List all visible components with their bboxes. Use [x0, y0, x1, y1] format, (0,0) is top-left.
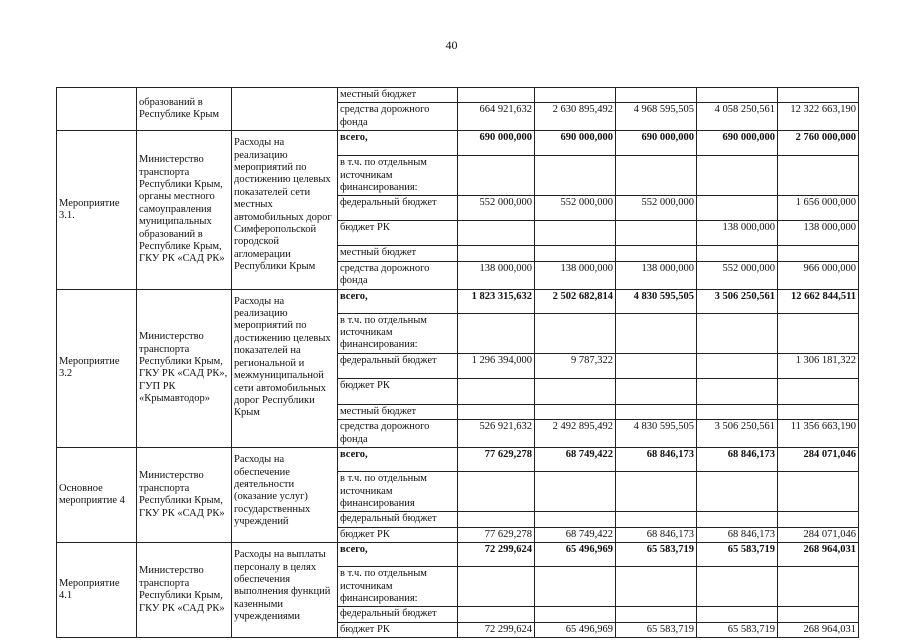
funding-source: в т.ч. по отдельным источникам финансирования — [338, 472, 458, 512]
amount-cell: 12 322 663,190 — [778, 103, 859, 131]
amount-cell: 68 846,173 — [697, 527, 778, 542]
measure-label — [57, 88, 137, 131]
amount-cell — [535, 88, 616, 103]
amount-cell: 2 760 000,000 — [778, 131, 859, 156]
amount-cell: 552 000,000 — [458, 196, 535, 221]
amount-cell — [697, 88, 778, 103]
amount-cell: 68 749,422 — [535, 527, 616, 542]
amount-cell — [616, 88, 697, 103]
amount-cell — [616, 472, 697, 512]
table-row — [57, 88, 859, 103]
amount-cell: 3 506 250,561 — [697, 420, 778, 448]
amount-cell — [458, 472, 535, 512]
amount-cell: 68 846,173 — [697, 448, 778, 472]
amount-cell: 552 000,000 — [535, 196, 616, 221]
amount-cell — [778, 378, 859, 404]
measure-label: Мероприятие 4.1 — [57, 543, 137, 638]
amount-cell — [458, 156, 535, 196]
amount-cell — [458, 607, 535, 622]
amount-cell: 9 787,322 — [535, 353, 616, 378]
funding-source: бюджет РК — [338, 221, 458, 246]
executors-cell: Министерство транспорта Республики Крым, органы местного самоуправления муниципальных образований в Республике Крым, ГКУ РК «САД РК» — [137, 131, 232, 289]
amount-cell — [697, 313, 778, 353]
amount-cell: 138 000,000 — [616, 261, 697, 289]
description-cell: Расходы на реализацию мероприятий по достижению целевых показателей на региональной и межмуниципальной сети автомобильных дорог Республики Крым — [232, 289, 338, 447]
description-cell: Расходы на обеспечение деятельности (оказание услуг) государственных учреждений — [232, 448, 338, 543]
amount-cell: 690 000,000 — [616, 131, 697, 156]
amount-cell — [697, 512, 778, 527]
amount-cell — [616, 246, 697, 261]
amount-cell — [778, 313, 859, 353]
amount-cell — [778, 472, 859, 512]
table-row — [57, 131, 859, 156]
amount-cell — [697, 472, 778, 512]
amount-cell: 552 000,000 — [697, 261, 778, 289]
amount-cell: 68 846,173 — [616, 527, 697, 542]
funding-source: всего, — [338, 448, 458, 472]
amount-cell: 4 058 250,561 — [697, 103, 778, 131]
amount-cell — [535, 156, 616, 196]
funding-source: местный бюджет — [338, 88, 458, 103]
funding-source: федеральный бюджет — [338, 353, 458, 378]
amount-cell: 72 299,624 — [458, 543, 535, 567]
amount-cell — [458, 313, 535, 353]
amount-cell: 65 496,969 — [535, 543, 616, 567]
amount-cell: 2 492 895,492 — [535, 420, 616, 448]
financing-table — [56, 87, 859, 638]
amount-cell — [458, 567, 535, 607]
amount-cell — [535, 404, 616, 419]
funding-source: средства дорожного фонда — [338, 261, 458, 289]
amount-cell: 65 583,719 — [697, 622, 778, 637]
amount-cell — [697, 353, 778, 378]
amount-cell: 72 299,624 — [458, 622, 535, 637]
amount-cell: 65 583,719 — [697, 543, 778, 567]
amount-cell — [535, 313, 616, 353]
measure-label: Мероприятие 3.1. — [57, 131, 137, 289]
amount-cell — [778, 567, 859, 607]
amount-cell — [458, 88, 535, 103]
amount-cell: 664 921,632 — [458, 103, 535, 131]
table-row — [57, 543, 859, 567]
amount-cell — [697, 404, 778, 419]
executors-cell: Министерство транспорта Республики Крым, ГКУ РК «САД РК» — [137, 448, 232, 543]
amount-cell: 68 846,173 — [616, 448, 697, 472]
amount-cell — [535, 567, 616, 607]
amount-cell: 4 830 595,505 — [616, 420, 697, 448]
amount-cell — [697, 567, 778, 607]
amount-cell — [778, 246, 859, 261]
amount-cell: 552 000,000 — [616, 196, 697, 221]
funding-source: бюджет РК — [338, 378, 458, 404]
amount-cell — [697, 196, 778, 221]
amount-cell — [778, 88, 859, 103]
amount-cell — [778, 404, 859, 419]
funding-source: средства дорожного фонда — [338, 420, 458, 448]
amount-cell — [616, 404, 697, 419]
amount-cell: 65 583,719 — [616, 543, 697, 567]
amount-cell — [616, 512, 697, 527]
funding-source: всего, — [338, 131, 458, 156]
amount-cell — [616, 607, 697, 622]
amount-cell: 284 071,046 — [778, 448, 859, 472]
amount-cell — [535, 607, 616, 622]
amount-cell — [616, 221, 697, 246]
amount-cell — [535, 472, 616, 512]
amount-cell: 1 306 181,322 — [778, 353, 859, 378]
amount-cell: 1 656 000,000 — [778, 196, 859, 221]
amount-cell — [778, 156, 859, 196]
amount-cell — [458, 404, 535, 419]
funding-source: в т.ч. по отдельным источникам финансирования: — [338, 567, 458, 607]
amount-cell: 65 583,719 — [616, 622, 697, 637]
funding-source: бюджет РК — [338, 622, 458, 637]
executors-cell: образований в Республике Крым — [137, 88, 232, 131]
description-cell: Расходы на реализацию мероприятий по достижению целевых показателей сети местных автомобильных дорог Симферопольской городской агломерации Республики Крым — [232, 131, 338, 289]
amount-cell: 268 964,031 — [778, 622, 859, 637]
description-cell — [232, 88, 338, 131]
amount-cell — [616, 567, 697, 607]
funding-source: всего, — [338, 543, 458, 567]
amount-cell — [616, 313, 697, 353]
description-cell: Расходы на выплаты персоналу в целях обеспечения выполнения функций казенными учреждениями — [232, 543, 338, 638]
measure-label: Основное мероприятие 4 — [57, 448, 137, 543]
amount-cell: 284 071,046 — [778, 527, 859, 542]
amount-cell: 68 749,422 — [535, 448, 616, 472]
amount-cell — [697, 156, 778, 196]
amount-cell: 4 968 595,505 — [616, 103, 697, 131]
amount-cell: 77 629,278 — [458, 527, 535, 542]
amount-cell — [616, 353, 697, 378]
funding-source: федеральный бюджет — [338, 196, 458, 221]
amount-cell: 690 000,000 — [535, 131, 616, 156]
funding-source: федеральный бюджет — [338, 512, 458, 527]
amount-cell: 11 356 663,190 — [778, 420, 859, 448]
amount-cell — [778, 512, 859, 527]
amount-cell — [535, 221, 616, 246]
amount-cell: 2 502 682,814 — [535, 289, 616, 313]
funding-source: всего, — [338, 289, 458, 313]
amount-cell — [616, 378, 697, 404]
amount-cell — [697, 246, 778, 261]
amount-cell — [458, 221, 535, 246]
amount-cell: 138 000,000 — [535, 261, 616, 289]
funding-source: местный бюджет — [338, 404, 458, 419]
amount-cell: 690 000,000 — [697, 131, 778, 156]
table-row — [57, 289, 859, 313]
amount-cell — [697, 607, 778, 622]
amount-cell: 138 000,000 — [697, 221, 778, 246]
funding-source: местный бюджет — [338, 246, 458, 261]
amount-cell — [458, 512, 535, 527]
amount-cell — [458, 246, 535, 261]
amount-cell: 4 830 595,505 — [616, 289, 697, 313]
amount-cell — [778, 607, 859, 622]
funding-source: средства дорожного фонда — [338, 103, 458, 131]
table-row — [57, 448, 859, 472]
amount-cell: 138 000,000 — [458, 261, 535, 289]
amount-cell — [616, 156, 697, 196]
amount-cell: 690 000,000 — [458, 131, 535, 156]
funding-source: федеральный бюджет — [338, 607, 458, 622]
amount-cell: 1 823 315,632 — [458, 289, 535, 313]
measure-label: Мероприятие 3.2 — [57, 289, 137, 447]
funding-source: в т.ч. по отдельным источникам финансирования: — [338, 313, 458, 353]
amount-cell: 526 921,632 — [458, 420, 535, 448]
amount-cell — [697, 378, 778, 404]
page-number: 40 — [445, 38, 458, 52]
funding-source: бюджет РК — [338, 527, 458, 542]
amount-cell — [535, 246, 616, 261]
executors-cell: Министерство транспорта Республики Крым, ГКУ РК «САД РК», ГУП РК «Крымавтодор» — [137, 289, 232, 447]
amount-cell: 138 000,000 — [778, 221, 859, 246]
amount-cell — [535, 512, 616, 527]
amount-cell: 966 000,000 — [778, 261, 859, 289]
amount-cell: 268 964,031 — [778, 543, 859, 567]
amount-cell: 3 506 250,561 — [697, 289, 778, 313]
amount-cell: 77 629,278 — [458, 448, 535, 472]
amount-cell: 65 496,969 — [535, 622, 616, 637]
amount-cell: 12 662 844,511 — [778, 289, 859, 313]
amount-cell: 2 630 895,492 — [535, 103, 616, 131]
amount-cell: 1 296 394,000 — [458, 353, 535, 378]
amount-cell — [458, 378, 535, 404]
amount-cell — [535, 378, 616, 404]
funding-source: в т.ч. по отдельным источникам финансирования: — [338, 156, 458, 196]
executors-cell: Министерство транспорта Республики Крым, ГКУ РК «САД РК» — [137, 543, 232, 638]
